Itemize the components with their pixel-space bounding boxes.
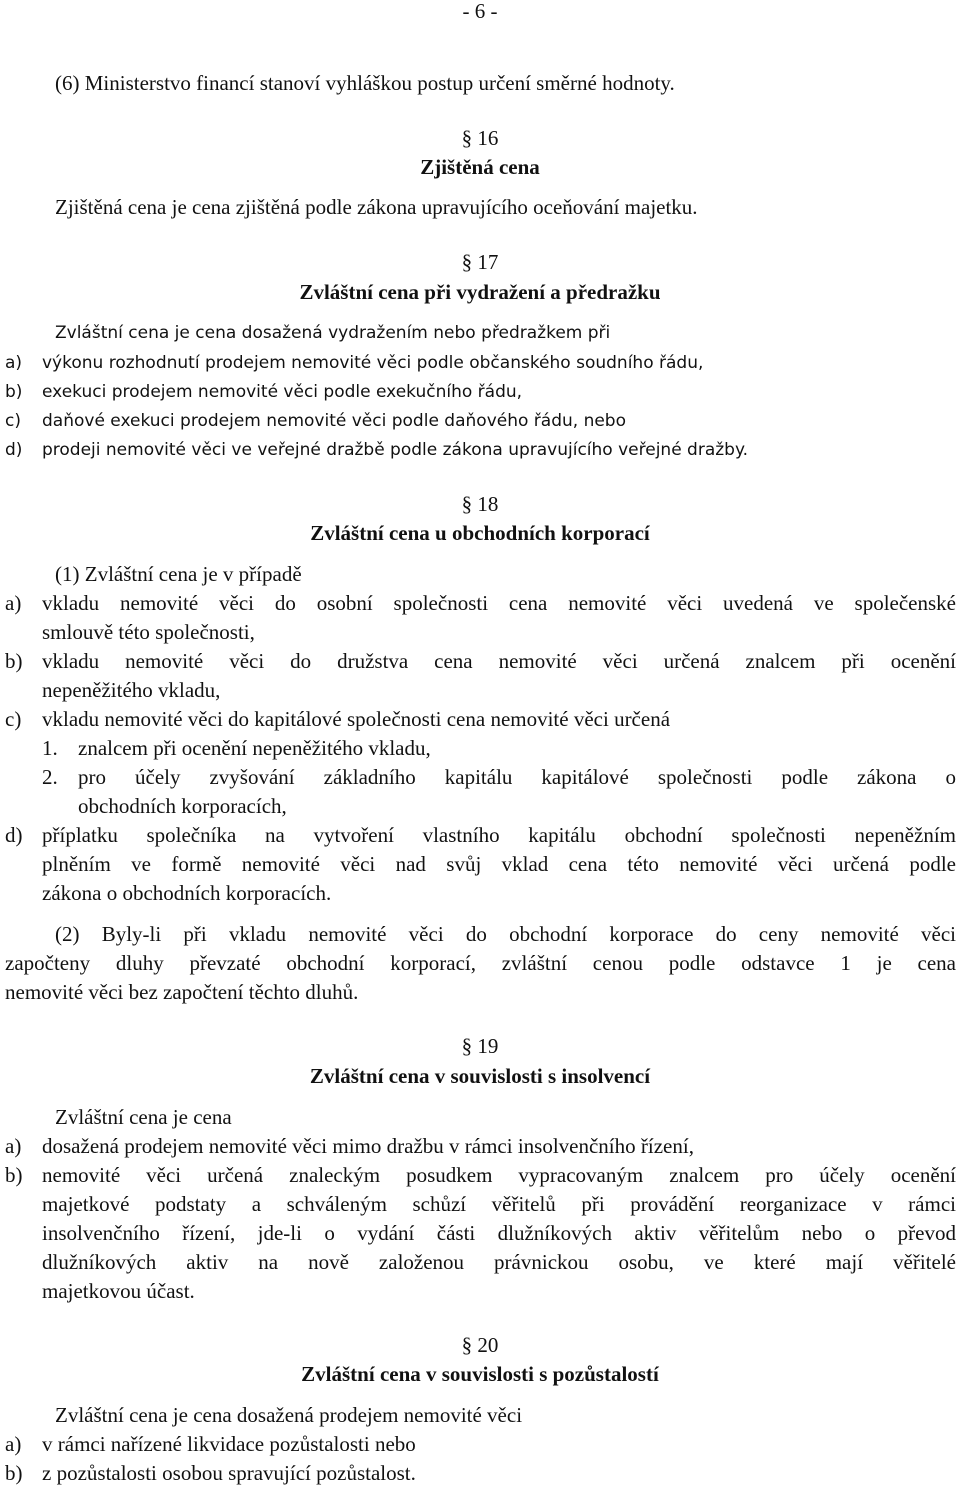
section-18-lead: (1) Zvláštní cena je v případě [55, 562, 302, 586]
section-18-item-c1-text: znalcem při ocenění nepeněžitého vkladu, [78, 736, 431, 760]
section-19-lead: Zvláštní cena je cena [55, 1105, 232, 1129]
section-18-item-c1-label: 1. [42, 736, 58, 760]
section-17-lead: Zvláštní cena je cena dosažená vydražením nebo předražkem při [55, 323, 611, 343]
section-18-title: Zvláštní cena u obchodních korporací [310, 521, 650, 545]
section-18-item-d-label: d) [5, 823, 23, 847]
section-16-number: § 16 [461, 126, 499, 150]
section-20-number: § 20 [461, 1333, 499, 1357]
section-17-title: Zvláštní cena při vydražení a předražku [299, 280, 661, 304]
section-18-paragraph-2-line3: nemovité věci bez započtení těchto dluhů. [5, 980, 359, 1004]
section-18-item-a-line1: vkladu nemovité věci do osobní společnosti cena nemovité věci uvedená ve společenské [42, 591, 956, 615]
section-19-item-b-label: b) [5, 1163, 23, 1187]
section-16-title: Zjištěná cena [420, 155, 540, 179]
section-19-title: Zvláštní cena v souvislosti s insolvencí [309, 1064, 651, 1088]
section-17-item-b-label: b) [5, 382, 23, 402]
section-17-number: § 17 [461, 250, 499, 274]
section-17-item-b-text: exekuci prodejem nemovité věci podle exekučního řádu, [42, 382, 523, 402]
section-18-item-c2-line1: pro účely zvyšování základního kapitálu kapitálové společnosti podle zákona o [78, 765, 956, 789]
section-20-item-a-text: v rámci nařízené likvidace pozůstalosti nebo [42, 1432, 416, 1456]
section-19-item-b-line1: nemovité věci určená znaleckým posudkem vypracovaným znalcem pro účely ocenění [42, 1163, 956, 1187]
section-17-item-c-text: daňové exekuci prodejem nemovité věci podle daňového řádu, nebo [42, 411, 626, 431]
section-20-lead: Zvláštní cena je cena dosažená prodejem nemovité věci [55, 1403, 523, 1427]
section-18-item-d-line3: zákona o obchodních korporacích. [42, 881, 332, 905]
section-19-item-a-text: dosažená prodejem nemovité věci mimo dražbu v rámci insolvenčního řízení, [42, 1134, 694, 1158]
paragraph-6: (6) Ministerstvo financí stanoví vyhláškou postup určení směrné hodnoty. [55, 71, 675, 95]
section-19-item-b-line4: dlužníkových aktiv na nově založenou právnickou osobu, ve které mají věřitelé [42, 1250, 956, 1274]
section-16-text: Zjištěná cena je cena zjištěná podle zákona upravujícího oceňování majetku. [55, 195, 698, 219]
section-20-item-b-label: b) [5, 1461, 23, 1485]
section-18-item-d-line2: plněním ve formě nemovité věci nad svůj vklad cena této nemovité věci určená podle [42, 852, 956, 876]
section-17-item-d-label: d) [5, 440, 23, 460]
section-18-item-b-line2: nepeněžitého vkladu, [42, 678, 221, 702]
section-19-item-b-line5: majetkovou účast. [42, 1279, 195, 1303]
section-18-item-b-label: b) [5, 649, 23, 673]
section-18-item-c2-line2: obchodních korporacích, [78, 794, 287, 818]
section-18-item-d-line1: příplatku společníka na vytvoření vlastního kapitálu obchodní společnosti nepeněžním [42, 823, 956, 847]
section-18-item-b-line1: vkladu nemovité věci do družstva cena nemovité věci určená znalcem při ocenění [42, 649, 956, 673]
section-20-title: Zvláštní cena v souvislosti s pozůstalostí [301, 1362, 659, 1386]
section-18-paragraph-2-line1: (2) Byly-li při vkladu nemovité věci do obchodní korporace do ceny nemovité věci [55, 922, 956, 946]
section-17-item-d-text: prodeji nemovité věci ve veřejné dražbě podle zákona upravujícího veřejné dražby. [42, 440, 749, 460]
section-18-item-a-label: a) [5, 591, 22, 615]
section-20-item-a-label: a) [5, 1432, 22, 1456]
section-18-paragraph-2-line2: započteny dluhy převzaté obchodní korporací, zvláštní cenou podle odstavce 1 je cena [5, 951, 956, 975]
section-19-item-a-label: a) [5, 1134, 22, 1158]
section-18-item-c-label: c) [5, 707, 22, 731]
section-18-item-a-line2: smlouvě této společnosti, [42, 620, 255, 644]
section-18-number: § 18 [461, 492, 499, 516]
section-18-item-c-line1: vkladu nemovité věci do kapitálové společnosti cena nemovité věci určená [42, 707, 671, 731]
section-19-number: § 19 [461, 1034, 499, 1058]
section-17-item-a-label: a) [5, 353, 23, 373]
section-19-item-b-line2: majetkové podstaty a schváleným schůzí věřitelů při provádění reorganizace v rámci [42, 1192, 956, 1216]
section-17-item-a-text: výkonu rozhodnutí prodejem nemovité věci podle občanského soudního řádu, [42, 353, 704, 373]
section-17-item-c-label: c) [5, 411, 21, 431]
page-number: - 6 - [462, 0, 498, 23]
section-20-item-b-text: z pozůstalosti osobou spravující pozůstalost. [42, 1461, 416, 1485]
section-19-item-b-line3: insolvenčního řízení, jde-li o vydání části dlužníkových aktiv věřitelům nebo o převod [42, 1221, 956, 1245]
section-18-item-c2-label: 2. [42, 765, 58, 789]
